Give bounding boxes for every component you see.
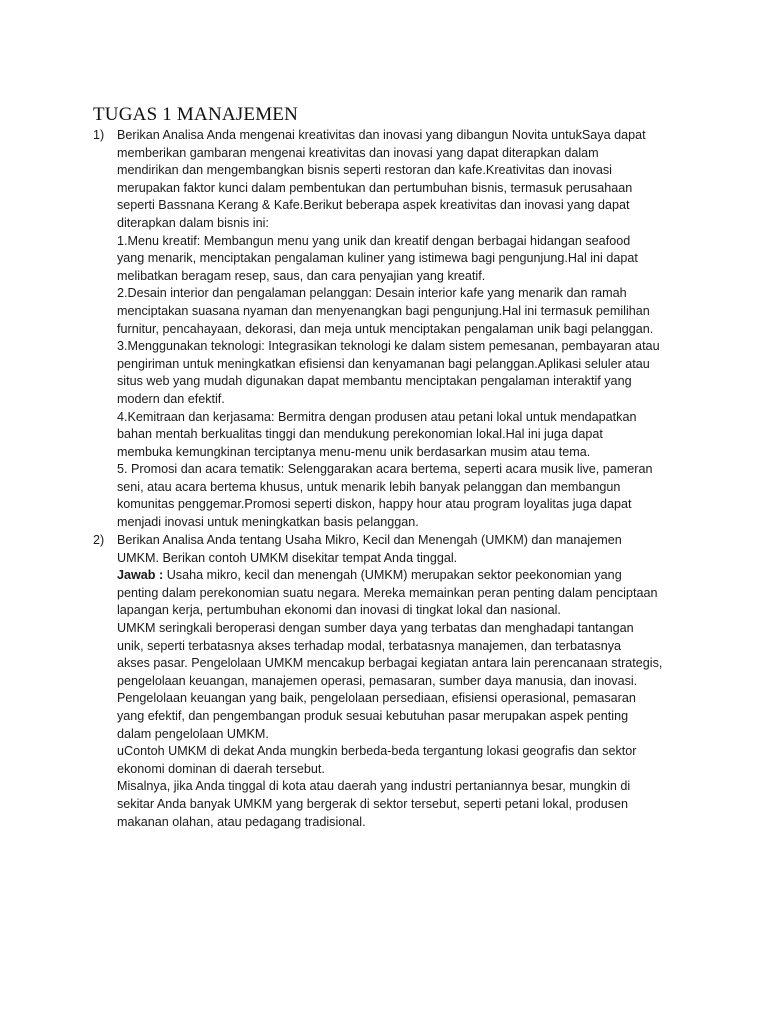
list-number: 1) <box>93 128 105 142</box>
text-line: seperti Bassnana Kerang & Kafe.Berikut beberapa aspek kreativitas dan inovasi yang dapat <box>117 198 630 213</box>
text-line: diterapkan dalam bisnis ini: <box>117 215 269 230</box>
text-line: Berikan Analisa Anda mengenai kreativitas dan inovasi yang dibangun Novita untukSaya dapat <box>117 128 646 142</box>
document-title: TUGAS 1 MANAJEMEN <box>93 104 299 125</box>
answer-line <box>117 567 683 585</box>
text-line: 1.Menu kreatif: Membangun menu yang unik dan kreatif dengan berbagai hidangan seafood <box>117 233 631 248</box>
text-line: seni, atau acara bertema khusus, untuk menarik lebih banyak pelanggan dan membangun <box>117 479 621 494</box>
text-line: furnitur, pencahayaan, dekorasi, dan meja untuk menciptakan pengalaman unik bagi pelanggan. <box>117 321 654 336</box>
text-line: Pengelolaan keuangan yang baik, pengelolaan persediaan, efisiensi operasional, pemasaran <box>117 691 636 706</box>
text-line: UMKM. Berikan contoh UMKM disekitar tempat Anda tinggal. <box>117 550 458 565</box>
list-item-body <box>117 532 683 831</box>
text-line: 5. Promosi dan acara tematik: Selenggarakan acara bertema, seperti acara musik live, pameran <box>117 462 653 477</box>
text-line: yang menarik, menciptakan pengalaman kuliner yang istimewa bagi pengunjung.Hal ini dapat <box>117 251 638 266</box>
answer-text: Usaha mikro, kecil dan menengah (UMKM) merupakan sektor peekonomian yang <box>163 568 622 583</box>
text-line: akses pasar. Pengelolaan UMKM mencakup berbagai kegiatan antara lain perencanaan strategis, <box>117 656 663 671</box>
text-line: Berikan Analisa Anda tentang Usaha Mikro, Kecil dan Menengah (UMKM) dan manajemen <box>117 533 622 547</box>
text-line: membuka kemungkinan terciptanya menu-menu unik berdasarkan musim atau tema. <box>117 444 591 459</box>
text-line: komunitas penggemar.Promosi seperti diskon, happy hour atau program loyalitas juga dapat <box>117 497 632 512</box>
text-line: UMKM seringkali beroperasi dengan sumber daya yang terbatas dan menghadapi tantangan <box>117 620 634 635</box>
text-line: 4.Kemitraan dan kerjasama: Bermitra dengan produsen atau petani lokal untuk mendapatkan <box>117 409 637 424</box>
text-line: dalam pengelolaan UMKM. <box>117 726 269 741</box>
text-line: menciptakan suasana nyaman dan menyenangkan bagi pengunjung.Hal ini termasuk pemilihan <box>117 303 650 318</box>
text-line: memberikan gambaran mengenai kreativitas dan inovasi yang dapat diterapkan dalam <box>117 145 599 160</box>
text-line: 3.Menggunakan teknologi: Integrasikan teknologi ke dalam sistem pemesanan, pembayaran atau <box>117 339 660 354</box>
text-line: penting dalam perekonomian suatu negara. Mereka memainkan peran penting dalam penciptaan <box>117 585 658 600</box>
list-item-2 <box>93 532 683 831</box>
text-line: modern dan efektif. <box>117 391 225 406</box>
text-line: 2.Desain interior dan pengalaman pelanggan: Desain interior kafe yang menarik dan ramah <box>117 286 627 301</box>
text-line: yang efektif, dan pengembangan produk sesuai kebutuhan pasar merupakan aspek penting <box>117 708 629 723</box>
list-item-1 <box>93 127 683 532</box>
text-line: pengiriman untuk meningkatkan efisiensi dan kenyamanan bagi pelanggan.Aplikasi seluler atau <box>117 356 650 371</box>
list-item-body <box>117 127 683 532</box>
text-line: unik, seperti terbatasnya akses terhadap modal, terbatasnya manajemen, dan terbatasnya <box>117 638 622 653</box>
text-line: mendirikan dan mengembangkan bisnis seperti restoran dan kafe.Kreativitas dan inovasi <box>117 163 612 178</box>
text-line: situs web yang mudah digunakan dapat membantu menciptakan pengalaman interaktif yang <box>117 374 632 389</box>
text-line: sekitar Anda banyak UMKM yang bergerak di sektor tersebut, seperti petani lokal, produsen <box>117 796 629 811</box>
text-line: bahan mentah berkualitas tinggi dan mendukung perekonomian lokal.Hal ini juga dapat <box>117 427 603 442</box>
text-line: melibatkan beragam resep, saus, dan cara penyajian yang kreatif. <box>117 268 486 283</box>
text-line: lapangan kerja, pertumbuhan ekonomi dan inovasi di tingkat lokal dan nasional. <box>117 603 561 618</box>
list-number: 2) <box>93 533 105 547</box>
answer-label: Jawab : <box>117 568 164 583</box>
text-line: menjadi inovasi untuk meningkatkan basis pelanggan. <box>117 515 419 530</box>
text-line: ekonomi dominan di daerah tersebut. <box>117 761 325 776</box>
text-line: Misalnya, jika Anda tinggal di kota atau daerah yang industri pertaniannya besar, mungkin di <box>117 779 631 794</box>
text-line: makanan olahan, atau pedagang tradisional. <box>117 814 366 829</box>
text-line: uContoh UMKM di dekat Anda mungkin berbeda-beda tergantung lokasi geografis dan sektor <box>117 744 637 759</box>
text-line: pengelolaan keuangan, manajemen operasi, pemasaran, sumber daya manusia, dan inovasi. <box>117 673 638 688</box>
text-line: merupakan faktor kunci dalam pembentukan dan pertumbuhan bisnis, termasuk perusahaan <box>117 180 633 195</box>
